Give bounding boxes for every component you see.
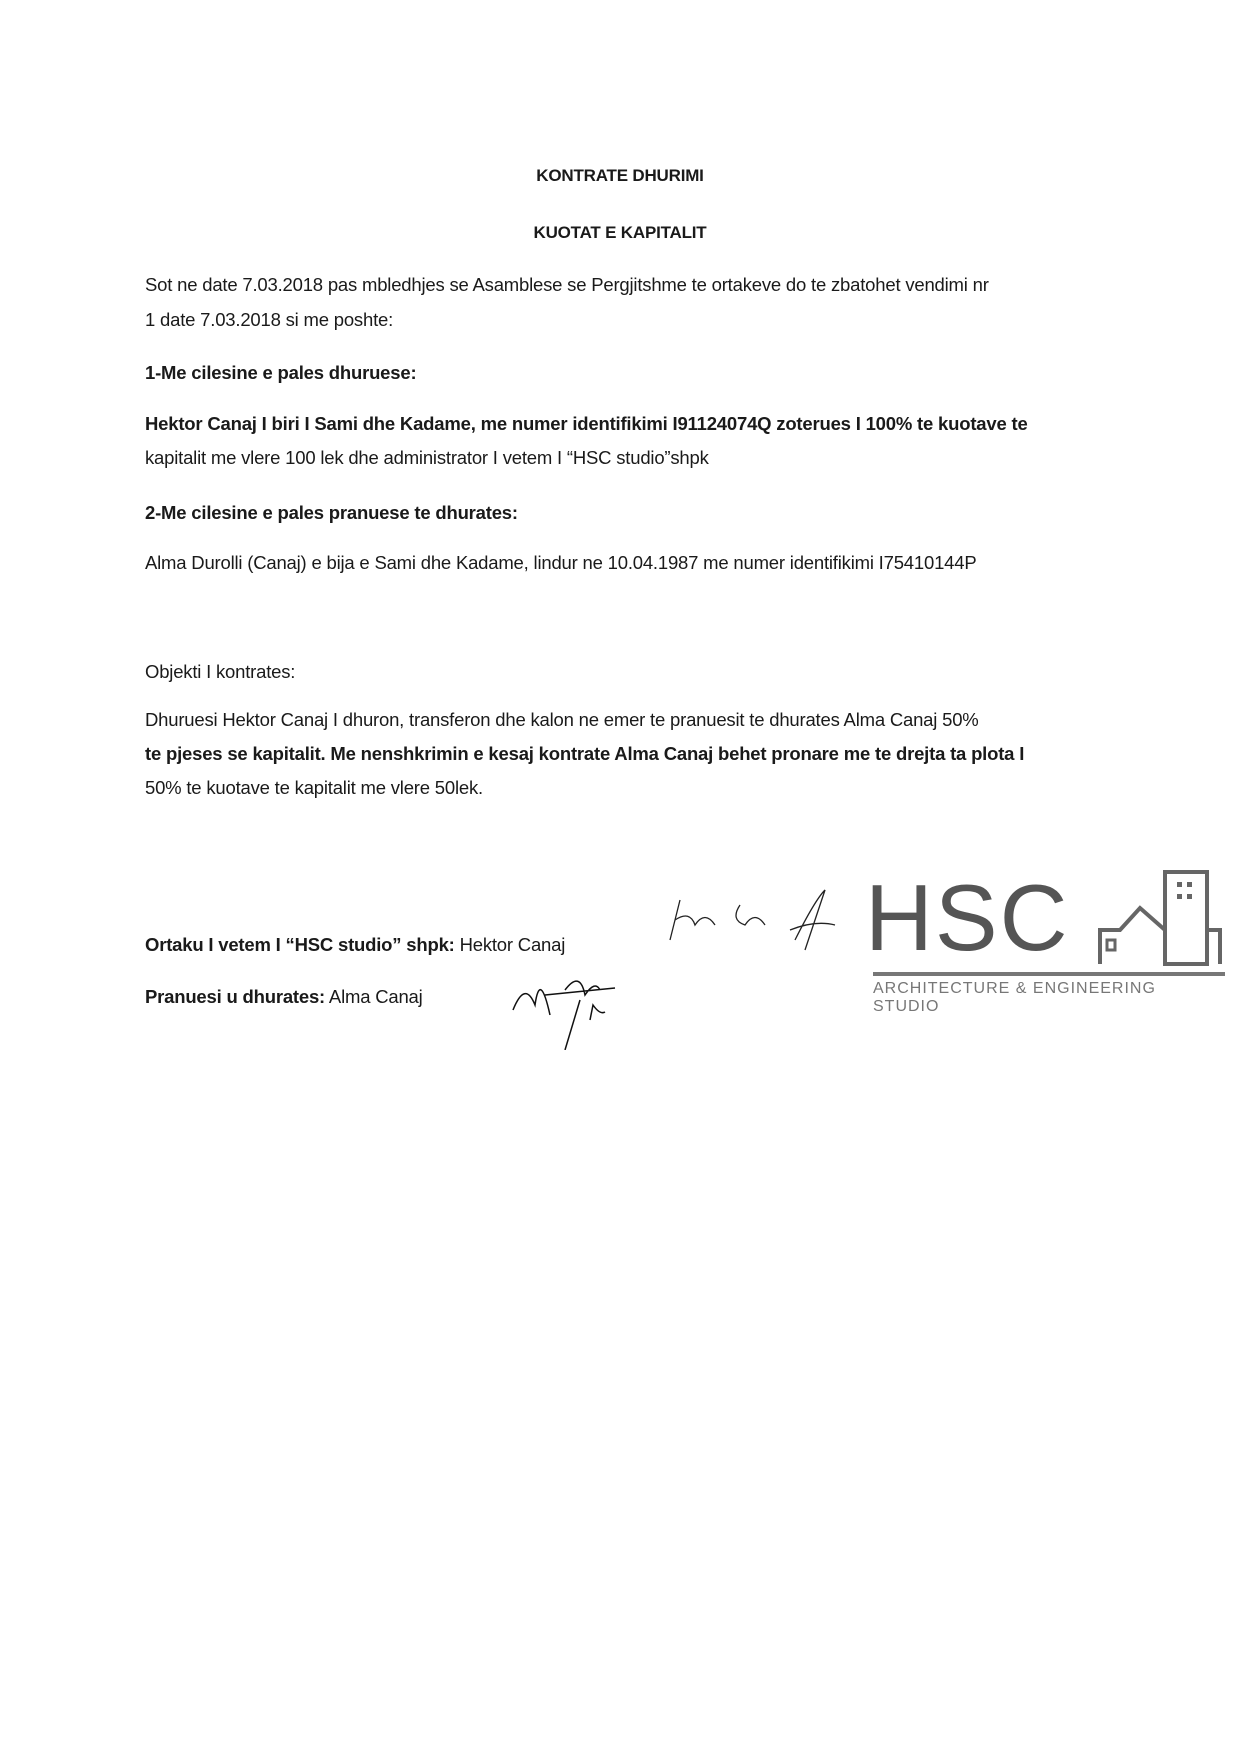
intro-line-2: 1 date 7.03.2018 si me poshte: (145, 309, 394, 330)
recipient-handwritten-signature (505, 960, 645, 1050)
partner-name: Hektor Canaj (454, 934, 566, 955)
partner-label: Ortaku I vetem I “HSC studio” shpk: (145, 934, 455, 955)
document-subtitle: KUOTAT E KAPITALIT (533, 223, 707, 242)
recipient-label: Pranuesi u dhurates: (145, 986, 326, 1007)
recipient-signature-line (145, 986, 423, 1008)
object-line-1: Dhuruesi Hektor Canaj I dhuron, transferon dhe kalon ne emer te pranuesit te dhurates Alma Canaj 50% (145, 709, 979, 730)
object-heading: Objekti I kontrates: (145, 661, 296, 682)
logo-tagline: ARCHITECTURE & ENGINEERING STUDIO (873, 980, 1156, 1015)
logo-text: HSC (865, 865, 1070, 970)
logo-rule (873, 972, 1225, 976)
partner-handwritten-signature (665, 880, 875, 960)
recipient-line-1: Alma Durolli (Canaj) e bija e Sami dhe Kadame, lindur ne 10.04.1987 me numer identifikimi I75410144P (145, 552, 977, 573)
section-1-heading: 1-Me cilesine e pales dhuruese: (145, 362, 417, 383)
donor-line-1: Hektor Canaj I biri I Sami dhe Kadame, me numer identifikimi I91124074Q zoterues I 100% te kuotave te (145, 413, 1028, 434)
building-house-icon (1095, 870, 1225, 970)
object-line-3: 50% te kuotave te kapitalit me vlere 50lek. (145, 777, 483, 798)
partner-signature-line (145, 934, 565, 956)
intro-line-1: Sot ne date 7.03.2018 pas mbledhjes se Asamblese se Pergjitshme te ortakeve do te zbatohet vendimi nr (145, 274, 989, 295)
donor-line-2: kapitalit me vlere 100 lek dhe administrator I vetem I “HSC studio”shpk (145, 447, 709, 468)
company-stamp-logo (865, 865, 1225, 1015)
recipient-name: Alma Canaj (325, 986, 423, 1007)
document-title: KONTRATE DHURIMI (536, 166, 704, 185)
object-line-2: te pjeses se kapitalit. Me nenshkrimin e kesaj kontrate Alma Canaj behet pronare me te drejta ta plota I (145, 743, 1025, 764)
section-2-heading: 2-Me cilesine e pales pranuese te dhurates: (145, 502, 518, 523)
